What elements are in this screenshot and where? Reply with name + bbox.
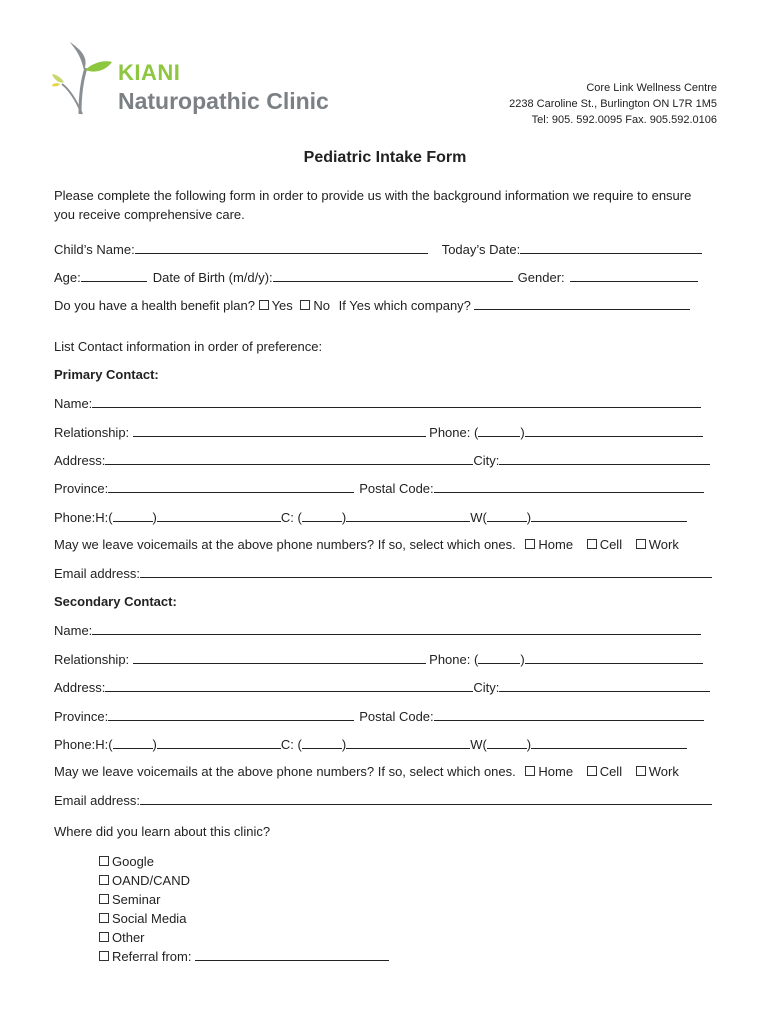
home-label: Home (538, 764, 574, 779)
primary-voicemail-row (54, 537, 679, 552)
childs-name-label: Child’s Name: (54, 242, 135, 257)
secondary-area-code-field[interactable] (478, 651, 520, 664)
secondary-work-phone-field[interactable] (531, 736, 687, 749)
postal-label: Postal Code: (359, 481, 434, 496)
social-media-checkbox[interactable] (99, 913, 109, 923)
secondary-work-checkbox[interactable] (636, 766, 646, 776)
primary-area-code-field[interactable] (478, 424, 520, 437)
source-label: Social Media (112, 911, 187, 926)
paren-close: ) (526, 510, 532, 525)
primary-address-field[interactable] (105, 452, 473, 465)
seminar-checkbox[interactable] (99, 894, 109, 904)
primary-relationship-row (54, 424, 703, 440)
secondary-cell-checkbox[interactable] (587, 766, 597, 776)
primary-phones-row (54, 509, 687, 525)
source-option (99, 871, 389, 890)
referral-field[interactable] (195, 948, 389, 961)
secondary-address-field[interactable] (105, 679, 473, 692)
clinic-address (509, 80, 717, 128)
paren-close: ) (341, 737, 347, 752)
phone-label: Phone: ( (429, 425, 479, 440)
work-label: W( (470, 510, 487, 525)
secondary-cell-area-field[interactable] (302, 736, 342, 749)
address-label: Address: (54, 680, 106, 695)
yes-checkbox[interactable] (259, 300, 269, 310)
list-contact-text: List Contact information in order of preference: (54, 339, 323, 354)
oand-checkbox[interactable] (99, 875, 109, 885)
paren-close: ) (520, 425, 525, 440)
paren-close: ) (341, 510, 347, 525)
phone-h-label: Phone:H:( (54, 737, 113, 752)
source-option (99, 928, 389, 947)
primary-home-area-field[interactable] (113, 509, 153, 522)
primary-postal-field[interactable] (434, 480, 704, 493)
childs-name-field[interactable] (135, 241, 428, 254)
relationship-label: Relationship: (54, 425, 130, 440)
relationship-label: Relationship: (54, 652, 130, 667)
city-label: City: (473, 680, 500, 695)
address-line: Core Link Wellness Centre (586, 82, 717, 94)
secondary-home-area-field[interactable] (113, 736, 153, 749)
leaf-logo-icon (52, 40, 114, 116)
work-option-label: Work (648, 764, 679, 779)
paren-close: ) (152, 510, 157, 525)
clinic-logo (52, 40, 362, 120)
no-checkbox[interactable] (300, 300, 310, 310)
primary-address-row (54, 452, 710, 468)
primary-relationship-field[interactable] (133, 424, 426, 437)
company-field[interactable] (474, 297, 690, 310)
childs-name-row (54, 241, 702, 257)
cell-option-label: Cell (599, 764, 623, 779)
secondary-name-field[interactable] (92, 622, 701, 635)
voicemail-question: May we leave voicemails at the above phone numbers? If so, select which ones. (54, 537, 516, 552)
secondary-phones-row (54, 736, 687, 752)
secondary-home-phone-field[interactable] (157, 736, 281, 749)
primary-cell-checkbox[interactable] (587, 539, 597, 549)
secondary-name-row (54, 622, 701, 638)
age-field[interactable] (81, 269, 147, 282)
source-label: OAND/CAND (112, 873, 191, 888)
logo-text-clinic: Naturopathic Clinic (118, 88, 329, 114)
age-row (54, 269, 698, 285)
cell-label: C: ( (280, 737, 302, 752)
cell-label: C: ( (280, 510, 302, 525)
secondary-cell-phone-field[interactable] (346, 736, 470, 749)
postal-label: Postal Code: (359, 709, 434, 724)
work-label: W( (470, 737, 487, 752)
source-options (99, 852, 389, 966)
address-line: Tel: 905. 592.0095 Fax. 905.592.0106 (531, 114, 717, 126)
secondary-postal-field[interactable] (434, 708, 704, 721)
secondary-city-field[interactable] (499, 679, 710, 692)
source-label: Google (112, 854, 154, 869)
secondary-province-field[interactable] (108, 708, 354, 721)
secondary-home-checkbox[interactable] (525, 766, 535, 776)
primary-work-area-field[interactable] (487, 509, 527, 522)
phone-label: Phone: ( (429, 652, 479, 667)
learn-question: Where did you learn about this clinic? (54, 824, 271, 839)
primary-name-field[interactable] (92, 395, 701, 408)
work-option-label: Work (648, 537, 679, 552)
primary-city-field[interactable] (499, 452, 710, 465)
gender-label: Gender: (517, 270, 565, 285)
paren-close: ) (520, 652, 525, 667)
other-checkbox[interactable] (99, 932, 109, 942)
primary-province-field[interactable] (108, 480, 354, 493)
primary-phone-field[interactable] (525, 424, 703, 437)
secondary-contact-heading: Secondary Contact: (54, 594, 177, 609)
benefit-row (54, 297, 690, 313)
benefit-question: Do you have a health benefit plan? (54, 298, 255, 313)
primary-home-checkbox[interactable] (525, 539, 535, 549)
referral-label: Referral from: (112, 949, 192, 964)
voicemail-question: May we leave voicemails at the above phone numbers? If so, select which ones. (54, 764, 516, 779)
secondary-relationship-field[interactable] (133, 651, 426, 664)
secondary-address-row (54, 679, 710, 695)
primary-cell-area-field[interactable] (302, 509, 342, 522)
secondary-work-area-field[interactable] (487, 736, 527, 749)
form-intro: Please complete the following form in order to provide us with the background information we require to ensure you receive comprehensive care. (54, 188, 692, 222)
logo-text-kiani: KIANI (118, 60, 181, 85)
province-label: Province: (54, 709, 109, 724)
source-option (99, 909, 389, 928)
gender-field[interactable] (570, 269, 698, 282)
primary-name-row (54, 395, 701, 411)
primary-work-checkbox[interactable] (636, 539, 646, 549)
todays-date-field[interactable] (520, 241, 702, 254)
address-label: Address: (54, 453, 106, 468)
source-option (99, 890, 389, 909)
name-label: Name: (54, 623, 93, 638)
dob-label: Date of Birth (m/d/y): (152, 270, 273, 285)
age-label: Age: (54, 270, 81, 285)
primary-email-field[interactable] (140, 565, 712, 578)
cell-option-label: Cell (599, 537, 623, 552)
primary-email-row (54, 565, 712, 581)
secondary-email-field[interactable] (140, 792, 712, 805)
secondary-province-row (54, 708, 704, 724)
secondary-voicemail-row (54, 764, 679, 779)
source-label: Seminar (112, 892, 161, 907)
city-label: City: (473, 453, 500, 468)
paren-close: ) (526, 737, 532, 752)
email-label: Email address: (54, 566, 140, 581)
primary-province-row (54, 480, 704, 496)
email-label: Email address: (54, 793, 140, 808)
primary-work-phone-field[interactable] (531, 509, 687, 522)
secondary-email-row (54, 792, 712, 808)
dob-field[interactable] (273, 269, 513, 282)
home-label: Home (538, 537, 574, 552)
secondary-relationship-row (54, 651, 703, 667)
google-checkbox[interactable] (99, 856, 109, 866)
form-title: Pediatric Intake Form (303, 149, 467, 166)
secondary-phone-field[interactable] (525, 651, 703, 664)
paren-close: ) (152, 737, 157, 752)
name-label: Name: (54, 396, 93, 411)
no-label: No (313, 298, 331, 313)
primary-contact-heading: Primary Contact: (54, 367, 159, 382)
primary-home-phone-field[interactable] (157, 509, 281, 522)
province-label: Province: (54, 481, 109, 496)
which-company-label: If Yes which company? (338, 298, 471, 313)
referral-checkbox[interactable] (99, 951, 109, 961)
todays-date-label: Today’s Date: (441, 242, 521, 257)
source-option (99, 852, 389, 871)
primary-cell-phone-field[interactable] (346, 509, 470, 522)
source-option (99, 947, 389, 966)
phone-h-label: Phone:H:( (54, 510, 113, 525)
yes-label: Yes (271, 298, 293, 313)
address-line: 2238 Caroline St., Burlington ON L7R 1M5 (509, 98, 717, 110)
source-label: Other (112, 930, 145, 945)
